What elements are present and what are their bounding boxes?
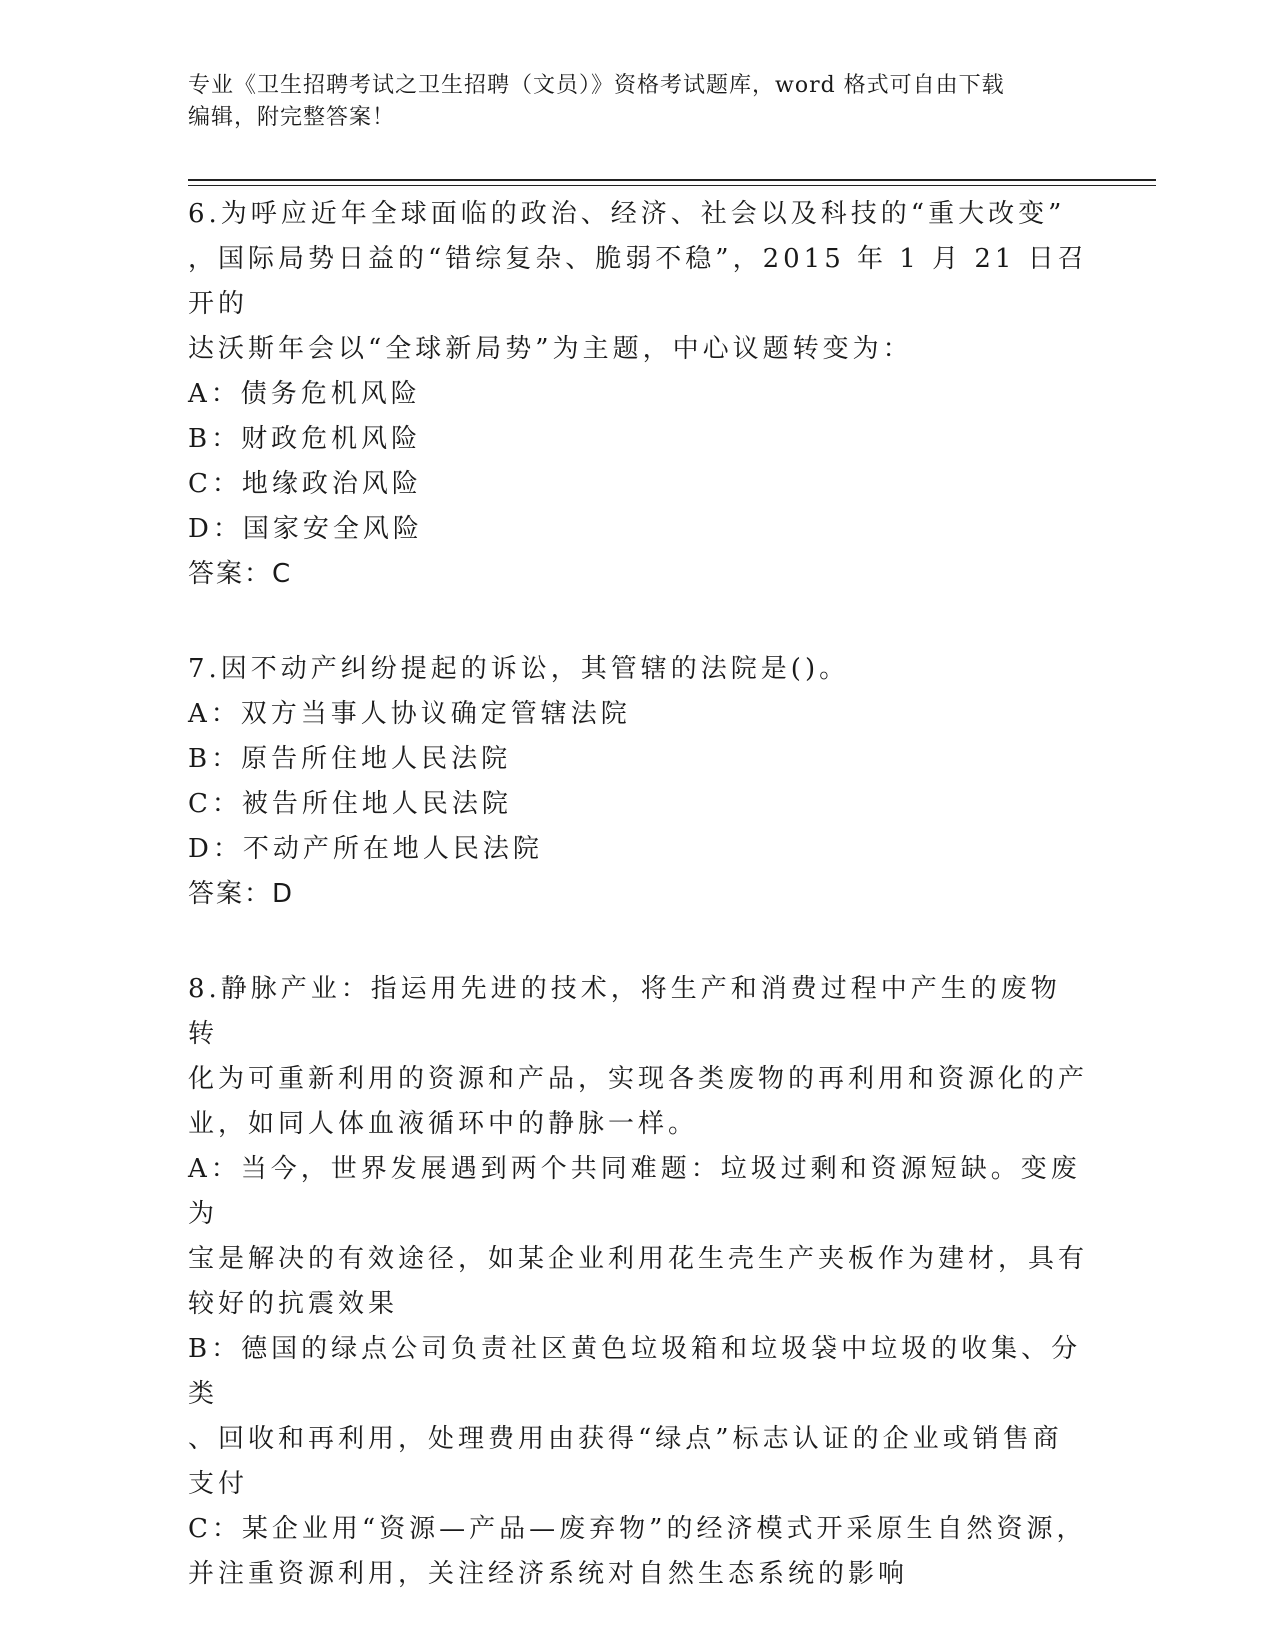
answer-option-line: 、回收和再利用，处理费用由获得“绿点”标志认证的企业或销售商 xyxy=(188,1424,1063,1454)
header-line-2: 编辑，附完整答案！ xyxy=(188,105,396,130)
answer-option-line: B：财政危机风险 xyxy=(188,424,422,454)
answer-option-line: C：被告所住地人民法院 xyxy=(188,789,512,819)
question-stem-line: 8.静脉产业：指运用先进的技术，将生产和消费过程中产生的废物转 xyxy=(188,974,1061,1049)
answer-option-line: C：地缘政治风险 xyxy=(188,469,422,499)
answer-option-line: A：债务危机风险 xyxy=(188,379,421,409)
answer-option-line: A：双方当事人协议确定管辖法院 xyxy=(188,699,631,729)
header-line-1: 专业《卫生招聘考试之卫生招聘（文员）》资格考试题库，word 格式可自由下载 xyxy=(188,73,1005,98)
answer-option-line: D：国家安全风险 xyxy=(188,514,423,544)
question-stem-line: ，国际局势日益的“错综复杂、脆弱不稳”，2015 年 1 月 21 日召开的 xyxy=(188,244,1088,319)
answer-option-line: 较好的抗震效果 xyxy=(188,1289,399,1319)
question-block xyxy=(188,967,1088,1597)
answer-key: 答案：C xyxy=(188,559,293,589)
question-stem-line: 7.因不动产纠纷提起的诉讼，其管辖的法院是()。 xyxy=(188,654,850,684)
question-stem-line: 达沃斯年会以“全球新局势”为主题，中心议题转变为： xyxy=(188,334,913,364)
question-stem-line: 化为可重新利用的资源和产品，实现各类废物的再利用和资源化的产 xyxy=(188,1064,1089,1094)
question-block xyxy=(188,647,1088,917)
answer-option-line: C：某企业用“资源—产品—废弃物”的经济模式开采原生自然资源， xyxy=(188,1514,1087,1544)
header-rule-thick xyxy=(188,179,1156,181)
question-stem-line: 6.为呼应近年全球面临的政治、经济、社会以及科技的“重大改变” xyxy=(188,199,1066,229)
answer-option-line: 并注重资源利用，关注经济系统对自然生态系统的影响 xyxy=(188,1559,909,1589)
answer-option-line: 支付 xyxy=(188,1469,249,1499)
document-header xyxy=(188,70,1088,134)
header-rule-thin xyxy=(188,185,1156,186)
question-stem-line: 业，如同人体血液循环中的静脉一样。 xyxy=(188,1109,699,1139)
answer-option-line: B：德国的绿点公司负责社区黄色垃圾箱和垃圾袋中垃圾的收集、分类 xyxy=(188,1334,1082,1409)
question-list xyxy=(188,192,1088,1647)
answer-option-line: A：当今，世界发展遇到两个共同难题：垃圾过剩和资源短缺。变废为 xyxy=(188,1154,1081,1229)
answer-key: 答案：D xyxy=(188,879,295,909)
answer-option-line: D：不动产所在地人民法院 xyxy=(188,834,543,864)
answer-option-line: B：原告所住地人民法院 xyxy=(188,744,512,774)
question-block xyxy=(188,192,1088,597)
answer-option-line: 宝是解决的有效途径，如某企业利用花生壳生产夹板作为建材，具有 xyxy=(188,1244,1089,1274)
